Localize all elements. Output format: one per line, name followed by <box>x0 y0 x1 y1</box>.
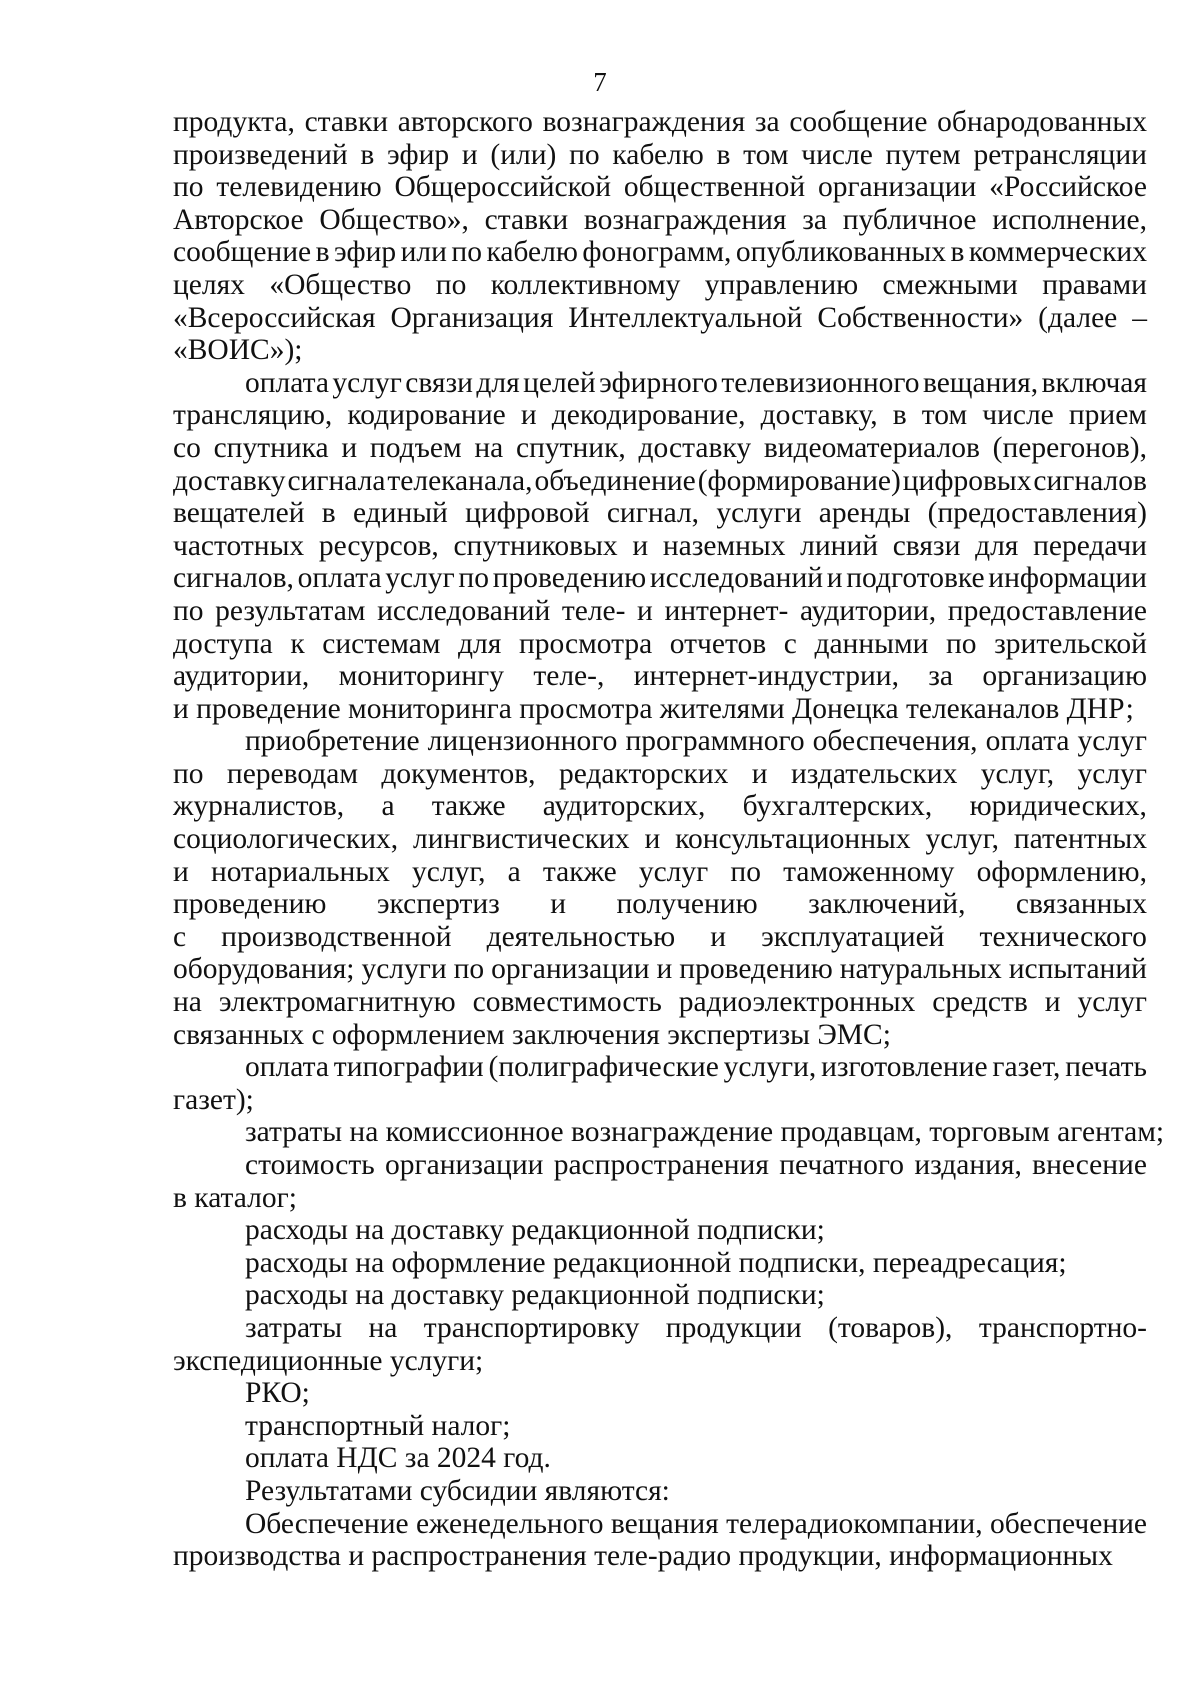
paragraph <box>173 1410 1147 1443</box>
text-line: произведений в эфир и (или) по кабелю в том числе путем ретрансляции <box>173 138 1147 171</box>
text-line: оплата услуг связи для целей эфирного телевизионного вещания, включая <box>245 366 1147 399</box>
text-line: Результатами субсидии являются: <box>245 1474 670 1507</box>
text-line: аудитории, мониторингу теле-, интернет-индустрии, за организацию <box>173 660 1147 693</box>
text-line: экспедиционные услуги; <box>173 1344 484 1377</box>
paragraph <box>173 1312 1147 1377</box>
paragraph <box>173 1508 1147 1573</box>
text-line: Авторское Общество», ставки вознаграждения за публичное исполнение, <box>173 203 1147 236</box>
text-line: затраты на транспортировку продукции (товаров), транспортно- <box>245 1311 1147 1344</box>
text-line: и проведение мониторинга просмотра жителями Донецка телеканалов ДНР; <box>173 692 1134 725</box>
text-line: доступа к системам для просмотра отчетов с данными по зрительской <box>173 627 1147 660</box>
text-line: трансляцию, кодирование и декодирование, доставку, в том числе прием <box>173 399 1147 432</box>
text-line: сигналов, оплата услуг по проведению исследований и подготовке информации <box>173 562 1147 595</box>
paragraph <box>173 1116 1165 1149</box>
text-line: РКО; <box>245 1377 310 1410</box>
text-line: транспортный налог; <box>245 1409 511 1442</box>
paragraph <box>173 1279 1147 1312</box>
text-line: оплата типографии (полиграфические услуги, изготовление газет, печать <box>245 1051 1147 1084</box>
text-line: связанных с оформлением заключения экспертизы ЭМС; <box>173 1018 891 1051</box>
text-line: с производственной деятельностью и эксплуатацией технического <box>173 920 1147 953</box>
text-line: социологических, лингвистических и консультационных услуг, патентных <box>173 823 1147 856</box>
paragraph <box>173 1051 1147 1116</box>
text-line: частотных ресурсов, спутниковых и наземных линий связи для передачи <box>173 529 1147 562</box>
text-line: доставку сигнала телеканала, объединение (формирование) цифровых сигналов <box>173 464 1147 497</box>
text-line: на электромагнитную совместимость радиоэлектронных средств и услуг <box>173 986 1147 1019</box>
paragraph <box>173 367 1147 726</box>
text-line: расходы на доставку редакционной подписки; <box>245 1214 825 1247</box>
paragraph <box>173 1442 1147 1475</box>
paragraph <box>173 106 1147 367</box>
text-line: продукта, ставки авторского вознаграждения за сообщение обнародованных <box>173 106 1147 138</box>
paragraph <box>173 1377 1147 1410</box>
text-line: по телевидению Общероссийской общественной организации «Российское <box>173 171 1147 204</box>
text-line: Обеспечение еженедельного вещания телерадиокомпании, обеспечение <box>245 1507 1147 1540</box>
paragraph <box>173 725 1147 1051</box>
text-line: газет); <box>173 1083 254 1116</box>
text-line: оплата НДС за 2024 год. <box>245 1442 551 1475</box>
text-line: и нотариальных услуг, а также услуг по таможенному оформлению, <box>173 855 1147 888</box>
text-line: оборудования; услуги по организации и проведению натуральных испытаний <box>173 953 1147 986</box>
paragraph <box>173 1214 1147 1247</box>
paragraph <box>173 1475 1147 1508</box>
text-line: со спутника и подъем на спутник, доставку видеоматериалов (перегонов), <box>173 431 1147 464</box>
text-line: по переводам документов, редакторских и издательских услуг, услуг <box>173 757 1147 790</box>
text-line: расходы на доставку редакционной подписки; <box>245 1279 825 1312</box>
text-line: затраты на комиссионное вознаграждение продавцам, торговым агентам; <box>245 1116 1165 1149</box>
text-line: сообщение в эфир или по кабелю фонограмм, опубликованных в коммерческих <box>173 236 1147 269</box>
text-line: стоимость организации распространения печатного издания, внесение <box>245 1149 1147 1181</box>
page-number: 7 <box>593 67 607 97</box>
text-line: производства и распространения теле-радио продукции, информационных <box>173 1540 1113 1573</box>
text-line: целях «Общество по коллективному управлению смежными правами <box>173 268 1147 301</box>
paragraph <box>173 1149 1147 1214</box>
text-line: по результатам исследований теле- и интернет- аудитории, предоставление <box>173 594 1147 627</box>
text-line: проведению экспертиз и получению заключений, связанных <box>173 888 1147 921</box>
text-line: расходы на оформление редакционной подписки, переадресация; <box>245 1246 1067 1279</box>
text-line: журналистов, а также аудиторских, бухгалтерских, юридических, <box>173 790 1147 823</box>
document-body <box>173 106 1165 1573</box>
text-line: вещателей в единый цифровой сигнал, услуги аренды (предоставления) <box>173 497 1147 530</box>
text-line: «Всероссийская Организация Интеллектуальной Собственности» (далее – <box>173 301 1147 334</box>
text-line: в каталог; <box>173 1181 297 1214</box>
text-line: «ВОИС»); <box>173 334 303 367</box>
paragraph <box>173 1247 1147 1280</box>
text-line: приобретение лицензионного программного обеспечения, оплата услуг <box>245 725 1147 758</box>
